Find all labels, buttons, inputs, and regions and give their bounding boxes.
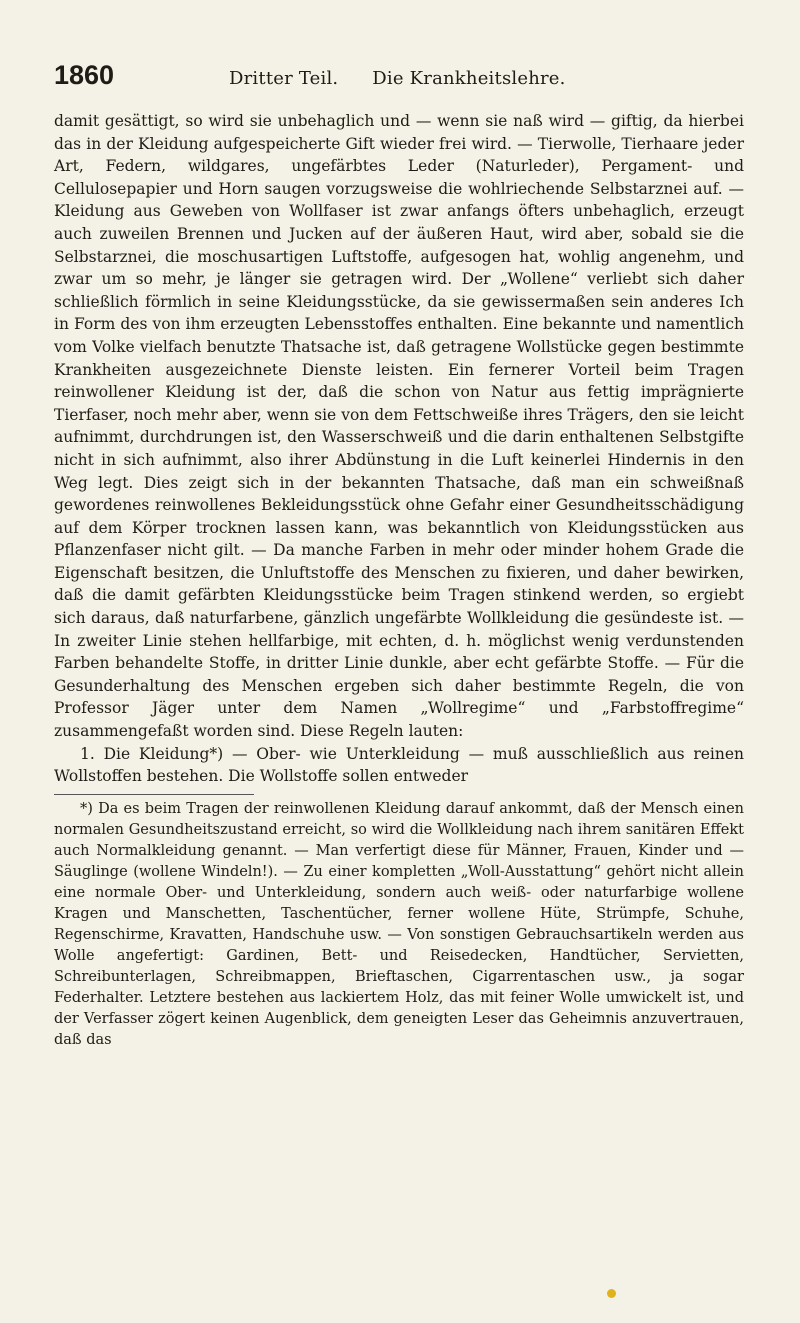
ink-dot-mark: [607, 1289, 616, 1298]
running-title: [229, 68, 566, 89]
running-header: [54, 60, 744, 100]
main-text: [54, 110, 744, 788]
paragraph: damit gesättigt, so wird sie unbehaglich und — wenn sie naß wird — giftig, da hierbei das in der Kleidung aufgespeicherte Gift wieder frei wird. — Tierwolle, Tierhaare jeder Art, Federn, wildgares, ungefärbtes Leder (Naturleder), Pergament- und Cellulosepapier und Horn saugen vorzugsweise die wohlriechende Selbstarznei auf. — Kleidung aus Geweben von Wollfaser ist zwar anfangs öfters unbehaglich, erzeugt auch zuweilen Brennen und Jucken auf der äußeren Haut, wird aber, sobald sie die Selbstarznei, die moschusartigen Luftstoffe, aufgesogen hat, wohlig angenehm, und zwar um so mehr, je länger sie getragen wird. Der „Wollene“ verliebt sich daher schließlich förmlich in seine Kleidungsstücke, da sie gewissermaßen sein anderes Ich in Form des von ihm erzeugten Lebensstoffes enthalten. Eine bekannte und namentlich vom Volke vielfach benutzte Thatsache ist, daß getragene Wollstücke gegen bestimmte Krankheiten ausgezeichnete Dienste leisten. Ein fernerer Vorteil beim Tragen reinwollener Kleidung ist der, daß die schon von Natur aus fettig imprägnierte Tierfaser, noch mehr aber, wenn sie von dem Fettschweiße ihres Trägers, den sie leicht aufnimmt, durchdrungen ist, den Wasserschweiß und die darin enthaltenen Selbstgifte nicht in sich aufnimmt, also ihrer Abdünstung in die Luft keinerlei Hindernis in den Weg legt. Dies zeigt sich in der bekannten Thatsache, daß man ein schweißnaß gewordenes reinwollenes Bekleidungsstück ohne Gefahr einer Gesundheitsschädigung auf dem Körper trocknen lassen kann, was bekanntlich von Kleidungsstücken aus Pflanzenfaser nicht gilt. — Da manche Farben in mehr oder minder hohem Grade die Eigenschaft besitzen, die Unluftstoffe des Menschen zu fixieren, und daher bewirken, daß die damit gefärbten Kleidungsstücke beim Tragen stinkend werden, so ergiebt sich daraus, daß naturfarbene, gänzlich ungefärbte Wollkleidung die gesündeste ist. — In zweiter Linie stehen hellfarbige, mit echten, d. h. möglichst wenig verdunstenden Farben behandelte Stoffe, in dritter Linie dunkle, aber echt gefärbte Stoffe. — Für die Gesunderhaltung des Menschen ergeben sich daher bestimmte Regeln, die von Professor Jäger unter dem Namen „Wollregime“ und „Farbstoffregime“ zusammengefaßt worden sind. Diese Regeln lauten:: [54, 112, 744, 741]
footnote-rule: [54, 794, 254, 795]
footnote-text: *) Da es beim Tragen der reinwollenen Kleidung darauf ankommt, daß der Mensch einen normalen Gesundheitszustand erreicht, so wird die Wollkleidung nach ihrem sanitären Effekt auch Normalkleidung genannt. — Man verfertigt diese für Männer, Frauen, Kinder und — Säuglinge (wollene Windeln!). — Zu einer kompletten „Woll-Ausstattung“ gehört nicht allein eine normale Ober- und Unterkleidung, sondern auch weiß- oder naturfarbige wollene Kragen und Manschetten, Taschentücher, ferner wollene Hüte, Strümpfe, Schuhe, Regenschirme, Kravatten, Handschuhe usw. — Von sonstigen Gebrauchsartikeln werden aus Wolle angefertigt: Gardinen, Bett- und Reisedecken, Handtücher, Servietten, Schreibunterlagen, Schreibmappen, Brieftaschen, Cigarrentaschen usw., ja sogar Federhalter. Letztere bestehen aus lackiertem Holz, das mit feiner Wolle umwickelt ist, und der Verfasser zögert keinen Augenblick, dem geneigten Leser das Geheimnis anzuvertrauen, daß das: [54, 800, 744, 1048]
chapter-title: Die Krankheitslehre.: [372, 68, 566, 89]
footnote: [54, 799, 744, 1051]
section-title: Dritter Teil.: [229, 68, 339, 89]
paragraph: 1. Die Kleidung*) — Ober- wie Unterkleidung — muß ausschließlich aus reinen Wollstoffen bestehen. Die Wollstoffe sollen entweder: [54, 744, 744, 786]
page-number: 1860: [54, 60, 115, 90]
